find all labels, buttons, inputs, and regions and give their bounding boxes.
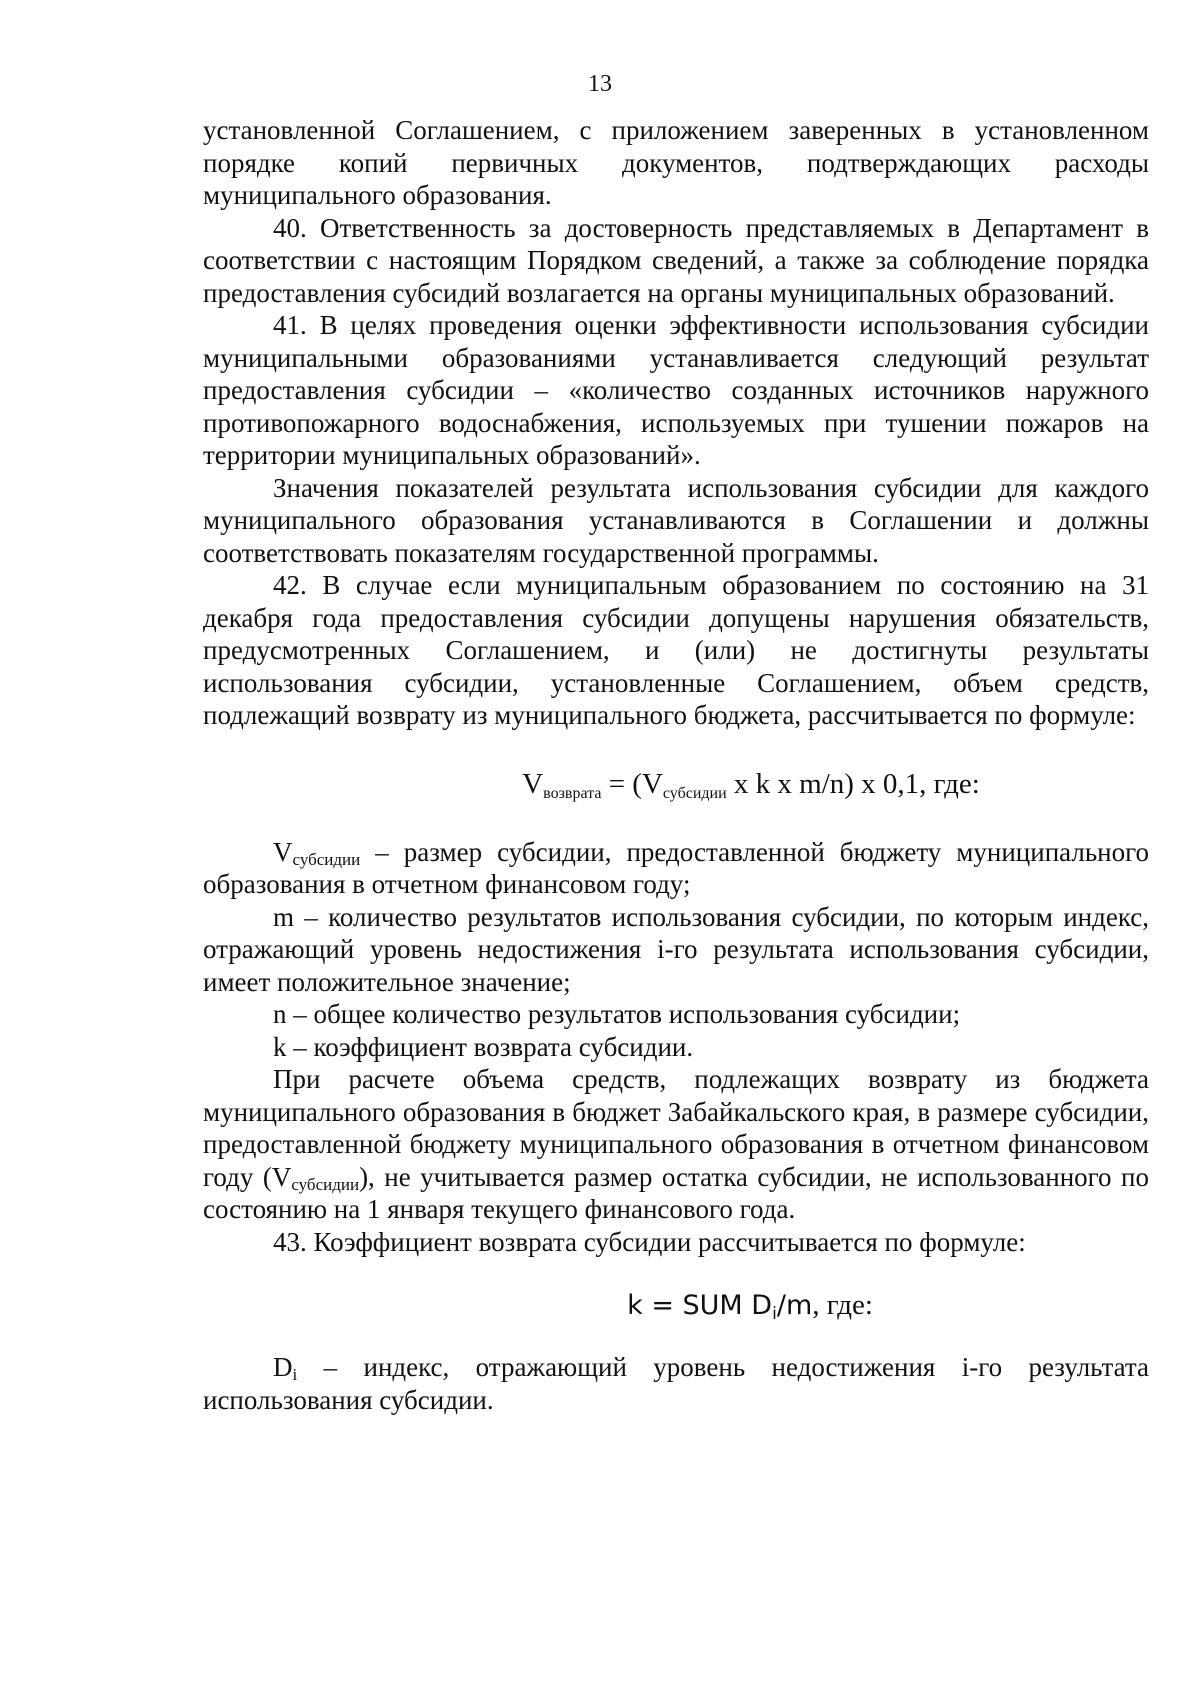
formula-sub-subsidy: субсидии [662, 784, 727, 802]
def-d-sub: i [292, 1365, 298, 1384]
def-v-text: – размер субсидии, предоставленной бюджету муниципального образования в отчетном финансовом году; [203, 836, 1149, 899]
formula-mid: = (V [601, 767, 663, 800]
formula-sub-return: возврата [543, 784, 602, 802]
definition-n: n – общее количество результатов использования субсидии; [273, 999, 961, 1029]
paragraph-41: 41. В целях проведения оценки эффективности использования субсидии муниципальными образованиями устанавливается следующий результат предоставления субсидии – «количество созданных источников наружного противопожарного водоснабжения, используемых при тушении пожаров на территории муниципальных образований». [203, 310, 1149, 470]
def-d-text: – индекс, отражающий уровень недостижения i-го результата использования субсидии. [203, 1352, 1149, 1415]
coef-lhs: k = SUM D [627, 1290, 773, 1321]
def-v-symbol: V [273, 836, 293, 867]
calculation-note [203, 1063, 1149, 1226]
note-after: ), не учитывается размер остатка субсидии, не использованного по состоянию на 1 января текущего финансового года. [203, 1161, 1149, 1224]
definition-d [203, 1351, 1149, 1416]
coef-sub: i [772, 1304, 777, 1324]
coef-rest: /m [776, 1290, 813, 1321]
paragraph-continuation: установленной Соглашением, с приложением заверенных в установленном порядке копий первичных документов, подтверждающих расходы муниципального образования. [203, 115, 1149, 210]
coefficient-formula [203, 1287, 1149, 1324]
document-body [203, 114, 1149, 1416]
definition-m: m – количество результатов использования субсидии, по которым индекс, отражающий уровень недостижения i-го результата использования субсидии, имеет положительное значение; [203, 901, 1149, 997]
note-before: При расчете объема средств, подлежащих возврату из бюджета муниципального образования в бюджет Забайкальского края, в размере субсидии, предоставленной бюджету муниципального образования в отчетном финансовом году (V [203, 1064, 1149, 1192]
page-number: 13 [588, 71, 612, 97]
paragraph-41-indicators: Значения показателей результата использования субсидии для каждого муниципального образования устанавливаются в Соглашении и должны соответствовать показателям государственной программы. [203, 472, 1149, 568]
definition-v-subsidy [203, 836, 1149, 901]
note-sub: субсидии [291, 1174, 360, 1194]
paragraph-43: 43. Коэффициент возврата субсидии рассчитывается по формуле: [273, 1226, 1026, 1257]
paragraph-42: 42. В случае если муниципальным образованием по состоянию на 31 декабря года предоставления субсидии допущены нарушения обязательств, предусмотренных Соглашением, и (или) не достигнуты результаты использования субсидии, установленные Соглашением, объем средств, подлежащий возврату из муниципального бюджета, рассчитывается по формуле: [203, 570, 1149, 730]
formula-rest: x k x m/n) x 0,1, где: [726, 767, 980, 800]
paragraph-40: 40. Ответственность за достоверность представляемых в Департамент в соответствии с настоящим Порядком сведений, а также за соблюдение порядка предоставления субсидий возлагается на органы муниципальных образований. [203, 212, 1149, 308]
def-v-sub: субсидии [292, 849, 361, 869]
coef-tail: , где: [812, 1289, 873, 1321]
formula-v: V [522, 767, 544, 800]
return-volume-formula [203, 766, 1149, 802]
def-d-symbol: D [273, 1352, 293, 1382]
definition-k: k – коэффициент возврата субсидии. [273, 1031, 694, 1062]
